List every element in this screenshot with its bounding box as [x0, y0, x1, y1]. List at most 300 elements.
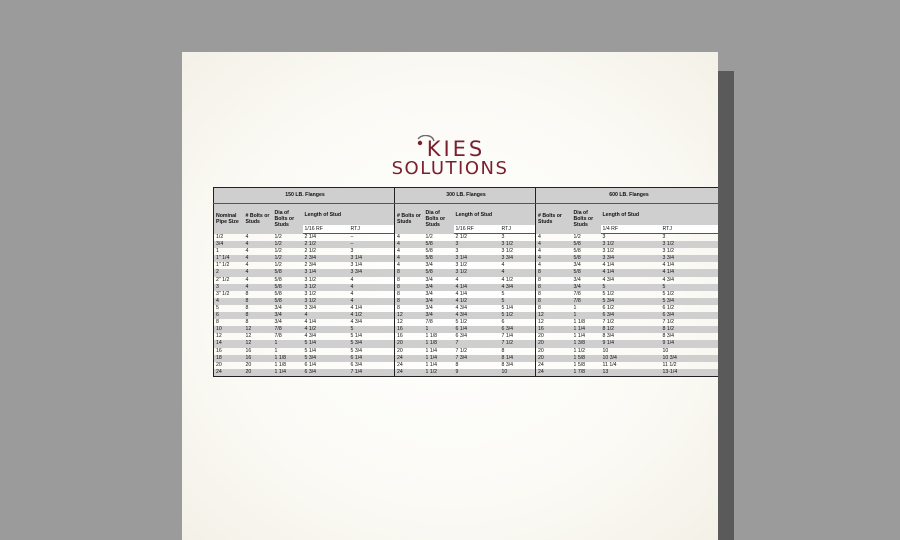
table-cell: 5 3/4 — [349, 340, 395, 347]
table-cell: 9 1/4 — [601, 340, 661, 347]
table-cell: 4 1/2 — [454, 298, 500, 305]
column-header-row — [214, 204, 719, 226]
table-cell: 24 — [536, 362, 572, 369]
table-cell: 16 — [244, 355, 273, 362]
table-cell: 5/8 — [274, 290, 282, 297]
table-cell: 2 3/4 — [303, 255, 349, 262]
table-cell: 20 — [244, 369, 273, 377]
table-cell: 20 — [245, 361, 252, 368]
table-cell: 4 — [245, 262, 249, 269]
table-cell: 12 — [244, 340, 273, 347]
subheader-rtj-150: RTJ — [349, 225, 395, 234]
table-cell: 2 1/2 — [455, 234, 468, 240]
table-cell: 4 — [395, 248, 424, 255]
table-cell: 3/4 — [573, 262, 581, 269]
table-cell: 5 1/2 — [662, 290, 675, 297]
group-header-150: 150 LB. Flanges — [214, 188, 395, 204]
table-cell: 5/8 — [273, 284, 303, 291]
table-cell: 3 — [455, 248, 459, 255]
table-cell: – — [349, 241, 395, 248]
table-cell: 7/8 — [273, 326, 303, 333]
table-cell: 5/8 — [572, 255, 601, 262]
table-cell: 5/8 — [572, 241, 601, 248]
table-cell: 4 — [395, 262, 424, 269]
table-cell: 5 — [349, 326, 395, 333]
table-cell: 4 3/4 — [304, 333, 317, 340]
table-cell: 1/2 — [425, 233, 433, 240]
table-cell: 3 1/2 — [455, 262, 468, 269]
table-cell: 4 1/4 — [455, 290, 468, 297]
table-cell: 4 — [245, 248, 249, 255]
table-cell: 5 3/4 — [303, 355, 349, 362]
table-row — [214, 333, 719, 340]
table-cell: 10 — [602, 347, 609, 354]
table-cell: 1 1/8 — [573, 319, 586, 326]
table-cell: 7/8 — [572, 298, 601, 305]
table-cell: 3 1/2 — [500, 241, 536, 248]
table-cell: 8 1/2 — [661, 326, 719, 333]
table-cell: 4 — [536, 262, 572, 269]
table-cell: 2 — [214, 269, 244, 276]
table-cell: 8 3/4 — [501, 361, 514, 368]
table-cell: 6 1/4 — [454, 326, 500, 333]
table-cell: 5/8 — [424, 241, 454, 248]
logo-text-kies: KIES — [426, 137, 486, 161]
table-cell: 1/2 — [273, 241, 303, 248]
table-cell: 3/4 — [273, 312, 303, 319]
table-row — [214, 340, 719, 347]
table-cell: 1 1/8 — [274, 361, 287, 368]
table-cell: 5 3/4 — [350, 347, 363, 354]
table-cell: 3 3/4 — [304, 304, 317, 311]
table-cell: 3 1/4 — [349, 255, 395, 262]
table-cell: 1 1/4 — [425, 347, 438, 354]
table-cell: 5/8 — [573, 248, 581, 255]
header-bolts-300: # Bolts or Studs — [395, 204, 424, 234]
table-cell: 4 — [244, 269, 273, 276]
table-cell: 1/2 — [274, 248, 282, 255]
header-length-150: Length of Stud — [303, 204, 395, 226]
table-cell: 3/4 — [274, 304, 282, 311]
table-cell: 8 — [245, 319, 249, 326]
table-cell: 1 1/2 — [573, 347, 586, 354]
table-cell: 1/2 — [216, 233, 224, 240]
table-cell: 8 — [395, 277, 424, 284]
table-cell: 4 1/4 — [601, 269, 661, 276]
table-cell: 10 — [500, 369, 536, 377]
table-cell: 3 3/4 — [349, 269, 395, 276]
table-cell: 3 3/4 — [601, 255, 661, 262]
subheader-rf-300: 1/16 RF — [454, 225, 500, 234]
table-cell: 2 1/4 — [304, 234, 317, 240]
table-cell: 5 1/2 — [455, 319, 468, 326]
table-cell: 11 1/4 — [602, 361, 617, 368]
table-cell: 8 — [395, 298, 424, 305]
table-cell: 6 1/4 — [304, 361, 317, 368]
table-cell: 4 — [244, 284, 273, 291]
table-cell: 6 — [501, 319, 505, 326]
table-cell: 20 — [395, 348, 424, 355]
table-cell: 7/8 — [274, 333, 282, 340]
table-cell: 7/8 — [573, 290, 581, 297]
table-cell: 12 — [395, 312, 424, 319]
table-cell: 16 — [395, 326, 424, 333]
table-cell: 12 — [216, 333, 222, 340]
table-cell: 3 1/2 — [662, 248, 675, 255]
table-cell: 7 1/2 — [602, 319, 615, 326]
table-cell: 8 — [395, 291, 424, 298]
table-cell: 3/4 — [214, 241, 244, 248]
table-cell: 1 1/2 — [424, 369, 454, 377]
subheader-rtj-600: RTJ — [661, 225, 719, 234]
table-cell: 3 — [214, 284, 244, 291]
table-cell: 12 — [245, 333, 252, 340]
table-cell: 16 — [536, 326, 572, 333]
table-cell: 4 — [395, 234, 424, 242]
table-row — [214, 284, 719, 291]
table-cell: 1" 1/2 — [216, 262, 230, 269]
table-cell: 3 1/2 — [304, 290, 317, 297]
table-cell: 13-1/4 — [661, 369, 719, 377]
table-cell: 8 — [395, 305, 424, 312]
table-cell: 4 — [536, 234, 572, 242]
table-cell: 6 3/4 — [303, 369, 349, 377]
table-cell: 8 — [536, 291, 572, 298]
table-cell: 5 — [216, 304, 219, 311]
table-cell: 4 1/4 — [350, 304, 363, 311]
table-cell: 8 — [395, 269, 424, 276]
table-row — [214, 312, 719, 319]
subheader-rf-600: 1/4 RF — [601, 225, 661, 234]
table-cell: 8 1/2 — [601, 326, 661, 333]
flange-class-header-row — [214, 188, 719, 204]
table-cell: 4 — [245, 276, 249, 283]
table-cell: 8 — [536, 269, 572, 276]
group-header-300: 300 LB. Flanges — [395, 188, 536, 204]
table-cell: 3 1/4 — [303, 269, 349, 276]
table-row — [214, 298, 719, 305]
table-cell: 3/4 — [424, 284, 454, 291]
table-cell: 1 — [274, 347, 278, 354]
table-cell: 5 3/4 — [601, 298, 661, 305]
table-cell: 4 — [349, 298, 395, 305]
subheader-rtj-300: RTJ — [500, 225, 536, 234]
table-cell: 1 — [273, 340, 303, 347]
table-cell: 3 — [350, 248, 354, 255]
table-cell: 6 3/4 — [601, 312, 661, 319]
table-row — [214, 241, 719, 248]
table-cell: 6 3/4 — [350, 361, 363, 368]
table-cell: 5/8 — [425, 248, 433, 255]
table-cell: 10 3/4 — [661, 355, 719, 362]
table-cell: 8 — [501, 347, 505, 354]
table-cell: 3 1/2 — [602, 248, 615, 255]
table-cell: 1 — [216, 248, 219, 255]
table-cell: 7 1/2 — [455, 347, 468, 354]
table-cell: 24 — [214, 369, 244, 377]
table-cell: 8 3/4 — [662, 333, 675, 340]
table-row — [214, 291, 719, 298]
table-row — [214, 362, 719, 369]
table-cell: 16 — [245, 347, 252, 354]
table-cell: 12 — [395, 319, 424, 326]
table-cell: 1 5/8 — [572, 355, 601, 362]
table-cell: 5/8 — [273, 269, 303, 276]
table-body — [214, 234, 719, 377]
table-cell: 4 1/2 — [349, 312, 395, 319]
table-cell: 20 — [536, 348, 572, 355]
table-cell: 4 3/4 — [500, 284, 536, 291]
table-cell: 1/2 — [573, 233, 581, 240]
table-cell: – — [350, 234, 354, 240]
table-cell: 6 1/2 — [602, 304, 615, 311]
table-row — [214, 277, 719, 284]
table-cell: 1 1/8 — [424, 340, 454, 347]
table-cell: 3/4 — [424, 298, 454, 305]
table-cell: 1 1/4 — [572, 326, 601, 333]
table-cell: 3 1/2 — [454, 269, 500, 276]
table-cell: 8 3/4 — [602, 333, 615, 340]
document-page — [182, 52, 718, 540]
table-cell: 8 — [245, 304, 249, 311]
table-row — [214, 248, 719, 255]
table-row — [214, 234, 719, 242]
table-cell: 1/2 — [274, 262, 282, 269]
table-cell: 3 3/4 — [661, 255, 719, 262]
table-cell: 7 1/4 — [501, 333, 514, 340]
table-cell: 9 1/4 — [661, 340, 719, 347]
table-cell: 3 1/2 — [304, 276, 317, 283]
header-dia-150: Dia of Bolts or Studs — [273, 204, 303, 234]
table-cell: 3 1/2 — [303, 284, 349, 291]
flange-bolt-table — [213, 187, 718, 377]
table-cell: 4 1/4 — [661, 269, 719, 276]
table-cell: 5 1/4 — [501, 304, 514, 311]
header-pipe-size: Nominal Pipe Size — [214, 204, 244, 234]
table-cell: 5/8 — [273, 298, 303, 305]
table-cell: 3 3/4 — [500, 255, 536, 262]
table-cell: 7/8 — [425, 319, 433, 326]
table-cell: 4 — [245, 233, 249, 240]
table-cell: 3 1/4 — [350, 262, 363, 269]
table-cell: 9 — [454, 369, 500, 377]
table-cell: 24 — [395, 355, 424, 362]
table-cell: 3/4 — [274, 319, 282, 326]
table-cell: 8 — [536, 305, 572, 312]
table-cell: 1 1/4 — [273, 369, 303, 377]
table-cell: 12 — [536, 319, 572, 326]
table-cell: 6 1/2 — [662, 304, 675, 311]
table-cell: 1 1/4 — [425, 361, 438, 368]
table-cell: 3 1/4 — [454, 255, 500, 262]
table-cell: 1 7/8 — [572, 369, 601, 377]
table-cell: 4 — [455, 276, 459, 283]
table-cell: 20 — [395, 340, 424, 347]
table-cell: 4 3/4 — [662, 276, 675, 283]
table-cell: 11 1/2 — [662, 361, 677, 368]
table-row — [214, 305, 719, 312]
table-cell: 13 — [601, 369, 661, 377]
table-cell: 3 — [454, 241, 500, 248]
table-cell: 4 3/4 — [455, 304, 468, 311]
table-cell: 6 3/4 — [455, 333, 468, 340]
table-cell: 3 — [501, 234, 505, 240]
table-cell: 5/8 — [424, 269, 454, 276]
table-cell: 1/2 — [274, 233, 282, 240]
header-bolts-600: # Bolts or Studs — [536, 204, 572, 234]
table-cell: 5/8 — [424, 255, 454, 262]
company-logo — [182, 135, 718, 185]
table-cell: 4 — [536, 248, 572, 255]
table-cell: 8 1/4 — [500, 355, 536, 362]
table-cell: 8 — [216, 319, 219, 326]
table-cell: 5 1/4 — [304, 347, 317, 354]
table-cell: 20 — [216, 361, 222, 368]
table-cell: 16 — [216, 347, 222, 354]
table-cell: 10 — [662, 347, 669, 354]
table-cell: 4 1/2 — [303, 326, 349, 333]
table-cell: 4 — [303, 312, 349, 319]
table-cell: 7 — [454, 340, 500, 347]
table-row — [214, 262, 719, 269]
table-cell: 4 — [214, 298, 244, 305]
header-dia-600: Dia of Bolts or Studs — [572, 204, 601, 234]
table-cell: 1 — [572, 312, 601, 319]
table-cell: 1 1/8 — [273, 355, 303, 362]
table-cell: 1" 1/4 — [214, 255, 244, 262]
table-cell: 24 — [395, 369, 424, 377]
table-cell: 5 3/4 — [661, 298, 719, 305]
table-cell: 5 — [601, 284, 661, 291]
table-cell: 18 — [214, 355, 244, 362]
table-cell: 8 — [395, 284, 424, 291]
table-cell: 8 — [244, 298, 273, 305]
table-cell: 5 1/4 — [350, 333, 363, 340]
table-cell: 3 1/2 — [661, 241, 719, 248]
table-cell: 4 — [501, 262, 505, 269]
table-cell: 12 — [536, 312, 572, 319]
table-cell: 8 — [536, 277, 572, 284]
table-cell: 8 — [536, 284, 572, 291]
table-cell: 7 1/2 — [500, 340, 536, 347]
table-cell: 3/4 — [425, 304, 433, 311]
table-cell: 2 3/4 — [304, 262, 317, 269]
table-cell: 3/4 — [425, 290, 433, 297]
table-cell: 8 — [536, 298, 572, 305]
table-cell: 4 — [350, 276, 354, 283]
table-cell: 5 1/2 — [500, 312, 536, 319]
table-cell: 1 1/4 — [424, 355, 454, 362]
table-cell: 20 — [536, 333, 572, 340]
table-cell: 7 1/2 — [662, 319, 675, 326]
table-row — [214, 255, 719, 262]
table-cell: 5 1/2 — [602, 290, 615, 297]
table-cell: 4 — [395, 241, 424, 248]
table-cell: 1 1/4 — [573, 333, 586, 340]
table-cell: 3 — [662, 234, 666, 240]
table-cell: 1 1/8 — [425, 333, 438, 340]
table-cell: 1 — [573, 304, 577, 311]
table-cell: 6 1/4 — [349, 355, 395, 362]
table-cell: 24 — [395, 362, 424, 369]
group-header-600: 600 LB. Flanges — [536, 188, 719, 204]
table-cell: 5 — [501, 290, 505, 297]
table-cell: 3" 1/2 — [216, 290, 230, 297]
table-cell: 5/8 — [274, 276, 282, 283]
table-cell: 3 1/2 — [601, 241, 661, 248]
table-row — [214, 326, 719, 333]
table-row — [214, 319, 719, 326]
table-row — [214, 369, 719, 377]
table-cell: 5 — [661, 284, 719, 291]
table-cell: 4 1/4 — [454, 284, 500, 291]
header-length-600: Length of Stud — [601, 204, 719, 226]
table-cell: 8 — [244, 312, 273, 319]
logo-text-solutions: SOLUTIONS — [391, 158, 509, 179]
table-cell: 4 1/4 — [304, 319, 317, 326]
table-cell: 3/4 — [424, 312, 454, 319]
table-cell: 4 — [244, 241, 273, 248]
table-cell: 14 — [214, 340, 244, 347]
table-cell: 16 — [395, 333, 424, 340]
table-cell: 4 1/4 — [602, 262, 615, 269]
subheader-rf-150: 1/16 RF — [303, 225, 349, 234]
table-cell: 10 — [214, 326, 244, 333]
table-cell: 4 — [244, 255, 273, 262]
table-cell: 7 1/4 — [349, 369, 395, 377]
table-cell: 8 — [455, 361, 459, 368]
table-cell: 1 3/8 — [572, 340, 601, 347]
table-cell: 4 3/4 — [350, 319, 363, 326]
table-cell: 1 5/8 — [573, 361, 586, 368]
table-cell: 4 3/4 — [602, 276, 615, 283]
table-cell: 3 1/2 — [303, 298, 349, 305]
table-cell: 4 — [349, 284, 395, 291]
table-cell: 3/4 — [573, 276, 581, 283]
table-cell: 6 — [214, 312, 244, 319]
table-cell: 20 — [536, 340, 572, 347]
table-cell: 3 1/2 — [501, 248, 514, 255]
table-cell: 20 — [536, 355, 572, 362]
table-cell: 1 — [424, 326, 454, 333]
table-cell: 3/4 — [425, 262, 433, 269]
table-cell: 4 — [536, 255, 572, 262]
table-cell: 5/8 — [572, 269, 601, 276]
table-cell: 2 1/2 — [304, 248, 317, 255]
table-cell: 6 3/4 — [500, 326, 536, 333]
table-cell: 3 — [602, 234, 606, 240]
table-cell: 12 — [244, 326, 273, 333]
table-cell: 7 3/4 — [454, 355, 500, 362]
table-cell: 8 — [245, 290, 249, 297]
table-cell: 6 3/4 — [661, 312, 719, 319]
table-row — [214, 269, 719, 276]
table-cell: 3/4 — [572, 284, 601, 291]
table-cell: 24 — [536, 369, 572, 377]
table-cell: 4 — [350, 290, 354, 297]
table-cell: 5 — [500, 298, 536, 305]
header-length-300: Length of Stud — [454, 204, 536, 226]
header-bolts-150: # Bolts or Studs — [244, 204, 273, 234]
table-cell: 2 1/2 — [303, 241, 349, 248]
table-cell: 10 3/4 — [601, 355, 661, 362]
table-cell: 1/2 — [273, 255, 303, 262]
table-cell: 4 3/4 — [454, 312, 500, 319]
table-cell: 4 — [536, 241, 572, 248]
table-cell: 2" 1/2 — [216, 276, 230, 283]
table-cell: 3/4 — [425, 276, 433, 283]
table-cell: 4 1/4 — [662, 262, 675, 269]
